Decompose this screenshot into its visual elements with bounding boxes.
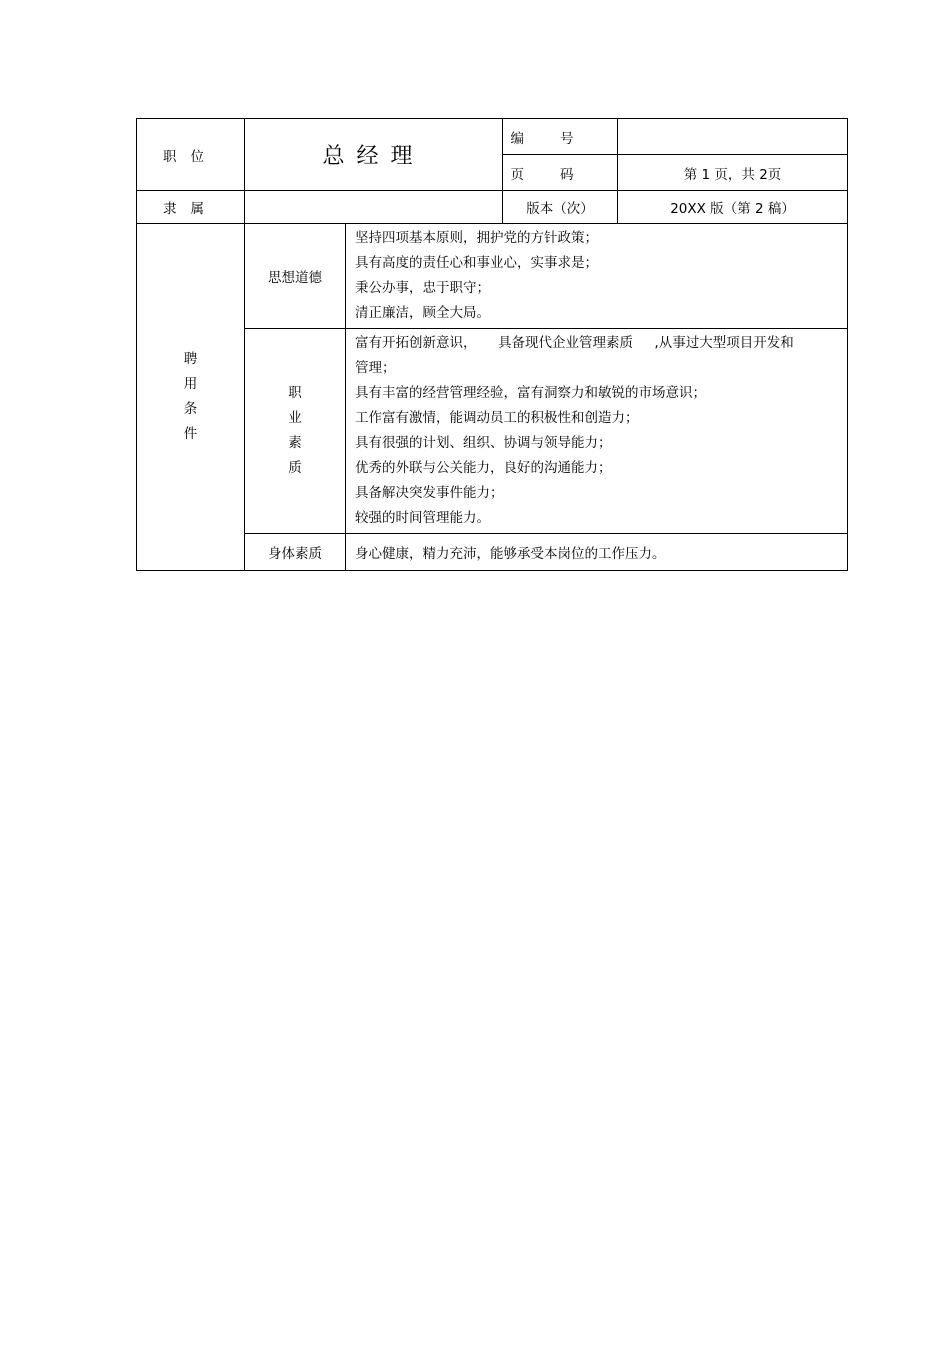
list-item: 具有丰富的经营管理经验，富有洞察力和敏锐的市场意识； bbox=[355, 385, 706, 401]
hiring-conditions-char: 聘 bbox=[183, 351, 198, 367]
list-item: 管理； bbox=[355, 360, 396, 376]
list-item: 秉公办事，忠于职守； bbox=[355, 280, 490, 296]
department-value bbox=[245, 191, 503, 224]
list-item: 具备解决突发事件能力； bbox=[355, 485, 504, 501]
physical-label: 身体素质 bbox=[245, 534, 346, 571]
list-item: 具有高度的责任心和事业心，实事求是； bbox=[355, 255, 598, 271]
version-value: 20XX 版（第 2 稿） bbox=[618, 191, 848, 224]
hiring-conditions-label bbox=[137, 224, 245, 571]
professional-label-char: 素 bbox=[288, 435, 302, 451]
professional-label-char: 业 bbox=[288, 410, 302, 426]
code-label: 编号 bbox=[503, 119, 618, 155]
department-label: 隶属 bbox=[137, 191, 245, 224]
physical-text: 身心健康，精力充沛，能够承受本岗位的工作压力。 bbox=[346, 534, 848, 571]
moral-label: 思想道德 bbox=[245, 224, 346, 329]
list-item: 坚持四项基本原则，拥护党的方针政策； bbox=[355, 230, 598, 246]
professional-items bbox=[346, 329, 848, 534]
list-item: 优秀的外联与公关能力，良好的沟通能力； bbox=[355, 460, 612, 476]
professional-label bbox=[245, 329, 346, 534]
position-label: 职位 bbox=[137, 119, 245, 191]
hiring-conditions-char: 件 bbox=[183, 426, 198, 442]
professional-label-char: 职 bbox=[288, 385, 302, 401]
hiring-conditions-char: 用 bbox=[183, 376, 198, 392]
position-value: 总经理 bbox=[245, 119, 503, 191]
list-item: 较强的时间管理能力。 bbox=[355, 510, 490, 526]
moral-items bbox=[346, 224, 848, 329]
professional-label-char: 质 bbox=[288, 460, 302, 476]
page-value: 第 1 页，共 2页 bbox=[618, 155, 848, 191]
version-label: 版本（次） bbox=[503, 191, 618, 224]
code-value bbox=[618, 119, 848, 155]
hiring-conditions-char: 条 bbox=[183, 401, 198, 417]
list-item: 清正廉洁，顾全大局。 bbox=[355, 305, 490, 321]
list-item: 富有开拓创新意识， 具备现代企业管理素质 ,从事过大型项目开发和 bbox=[355, 335, 794, 351]
page-label: 页码 bbox=[503, 155, 618, 191]
list-item: 工作富有激情，能调动员工的积极性和创造力； bbox=[355, 410, 639, 426]
list-item: 具有很强的计划、组织、协调与领导能力； bbox=[355, 435, 612, 451]
job-description-table bbox=[136, 118, 848, 571]
